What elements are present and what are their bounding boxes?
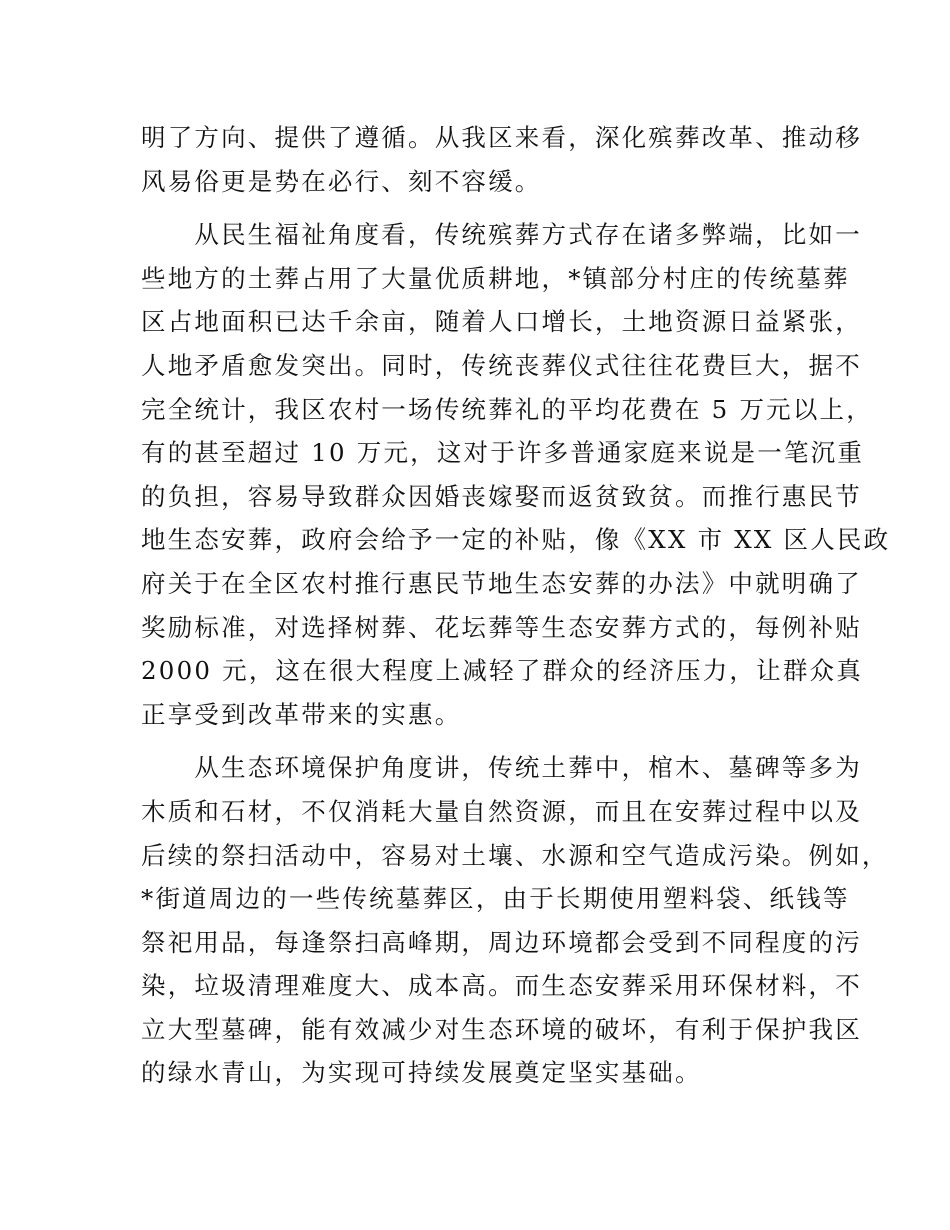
- text-line: 明了方向、提供了遵循。从我区来看，深化殡葬改革、推动移: [141, 123, 862, 152]
- text-line: 正享受到改革带来的实惠。: [141, 699, 462, 729]
- text-line: 地生态安葬，政府会给予一定的补贴，像《XX 市 XX 区人民政: [141, 525, 891, 555]
- text-line: 人地矛盾愈发突出。同时，传统丧葬仪式往往花费巨大，据不: [141, 350, 862, 380]
- text-line: 立大型墓碑，能有效减少对生态环境的破坏，有利于保护我区: [141, 1014, 862, 1044]
- document-body: [141, 116, 891, 1105]
- text-line: 些地方的土葬占用了大量优质耕地，*镇部分村庄的传统墓葬: [141, 263, 850, 293]
- text-line: 风易俗更是势在必行、刻不容缓。: [141, 166, 542, 196]
- text-line: 完全统计，我区农村一场传统葬礼的平均花费在 5 万元以上，: [141, 394, 873, 424]
- text-line: 2000 元，这在很大程度上减轻了群众的经济压力，让群众真: [141, 656, 863, 686]
- text-line: 的负担，容易导致群众因婚丧嫁娶而返贫致贫。而推行惠民节: [141, 481, 862, 511]
- text-line: 区占地面积已达千余亩，随着人口增长，土地资源日益紧张，: [141, 307, 862, 337]
- text-line: 木质和石材，不仅消耗大量自然资源，而且在安葬过程中以及: [141, 796, 862, 826]
- text-line: 染，垃圾清理难度大、成本高。而生态安葬采用环保材料，不: [141, 971, 862, 1001]
- text-line: 从民生福祉角度看，传统殡葬方式存在诸多弊端，比如一: [141, 220, 862, 250]
- paragraph-ecology: [141, 746, 889, 1095]
- text-line: 从生态环境保护角度讲，传统土葬中，棺木、墓碑等多为: [141, 753, 862, 783]
- text-line: 后续的祭扫活动中，容易对土壤、水源和空气造成污染。例如，: [141, 840, 889, 870]
- text-line: 有的甚至超过 10 万元，这对于许多普通家庭来说是一笔沉重: [141, 438, 865, 468]
- text-line: *街道周边的一些传统墓葬区，由于长期使用塑料袋、纸钱等: [141, 884, 850, 914]
- paragraph-livelihood: [141, 213, 891, 736]
- text-line: 的绿水青山，为实现可持续发展奠定坚实基础。: [141, 1058, 702, 1088]
- paragraph-intro-continuation: [141, 116, 862, 203]
- text-line: 府关于在全区农村推行惠民节地生态安葬的办法》中就明确了: [141, 568, 862, 598]
- text-line: 祭祀用品，每逢祭扫高峰期，周边环境都会受到不同程度的污: [141, 927, 862, 957]
- text-line: 奖励标准，对选择树葬、花坛葬等生态安葬方式的，每例补贴: [141, 612, 862, 642]
